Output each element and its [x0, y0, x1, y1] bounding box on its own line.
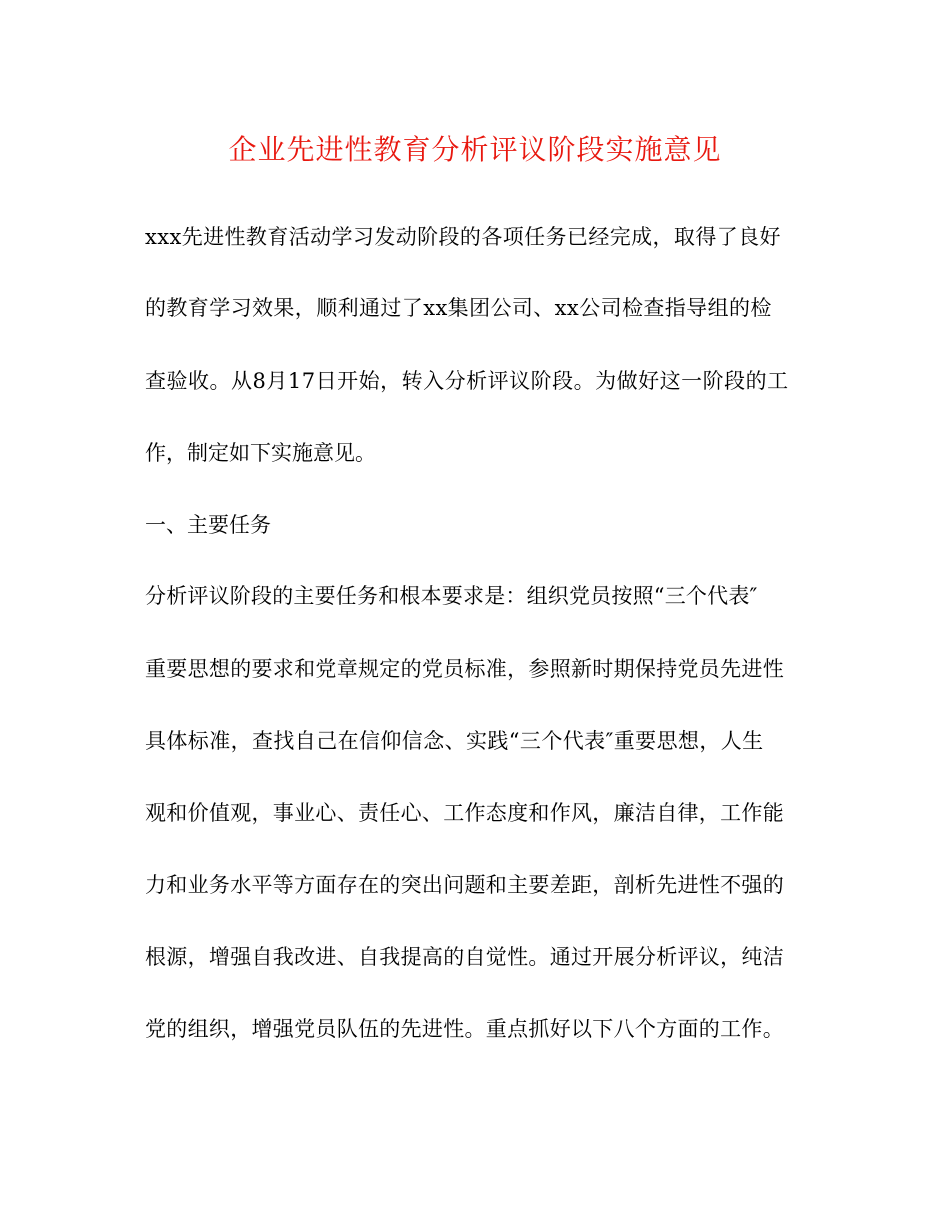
document-title: 企业先进性教育分析评议阶段实施意见 — [228, 133, 722, 166]
paragraph-line: 的教育学习效果，顺利通过了xx集团公司、xx公司检查指导组的检 — [145, 296, 772, 320]
paragraph-line: 分析评议阶段的主要任务和根本要求是：组织党员按照“三个代表″ — [145, 584, 758, 608]
paragraph-line: 党的组织，增强党员队伍的先进性。重点抓好以下八个方面的工作。 — [145, 1017, 784, 1041]
paragraph-line: 查验收。从8月17日开始，转入分析评议阶段。为做好这一阶段的工 — [145, 369, 789, 393]
paragraph-line: xxx先进性教育活动学习发动阶段的各项任务已经完成，取得了良好 — [145, 225, 781, 249]
paragraph-line: 具体标准，查找自己在信仰信念、实践“三个代表″重要思想，人生 — [145, 729, 764, 753]
paragraph-line: 重要思想的要求和党章规定的党员标准，参照新时期保持党员先进性 — [145, 657, 784, 681]
paragraph-line: 观和价值观，事业心、责任心、工作态度和作风，廉洁自律，工作能 — [145, 801, 784, 825]
paragraph-line: 作，制定如下实施意见。 — [145, 441, 376, 465]
paragraph-line: 根源，增强自我改进、自我提高的自觉性。通过开展分析评议，纯洁 — [145, 945, 784, 969]
paragraph-line: 力和业务水平等方面存在的突出问题和主要差距，剖析先进性不强的 — [145, 873, 784, 897]
section-heading: 一、主要任务 — [145, 513, 271, 537]
